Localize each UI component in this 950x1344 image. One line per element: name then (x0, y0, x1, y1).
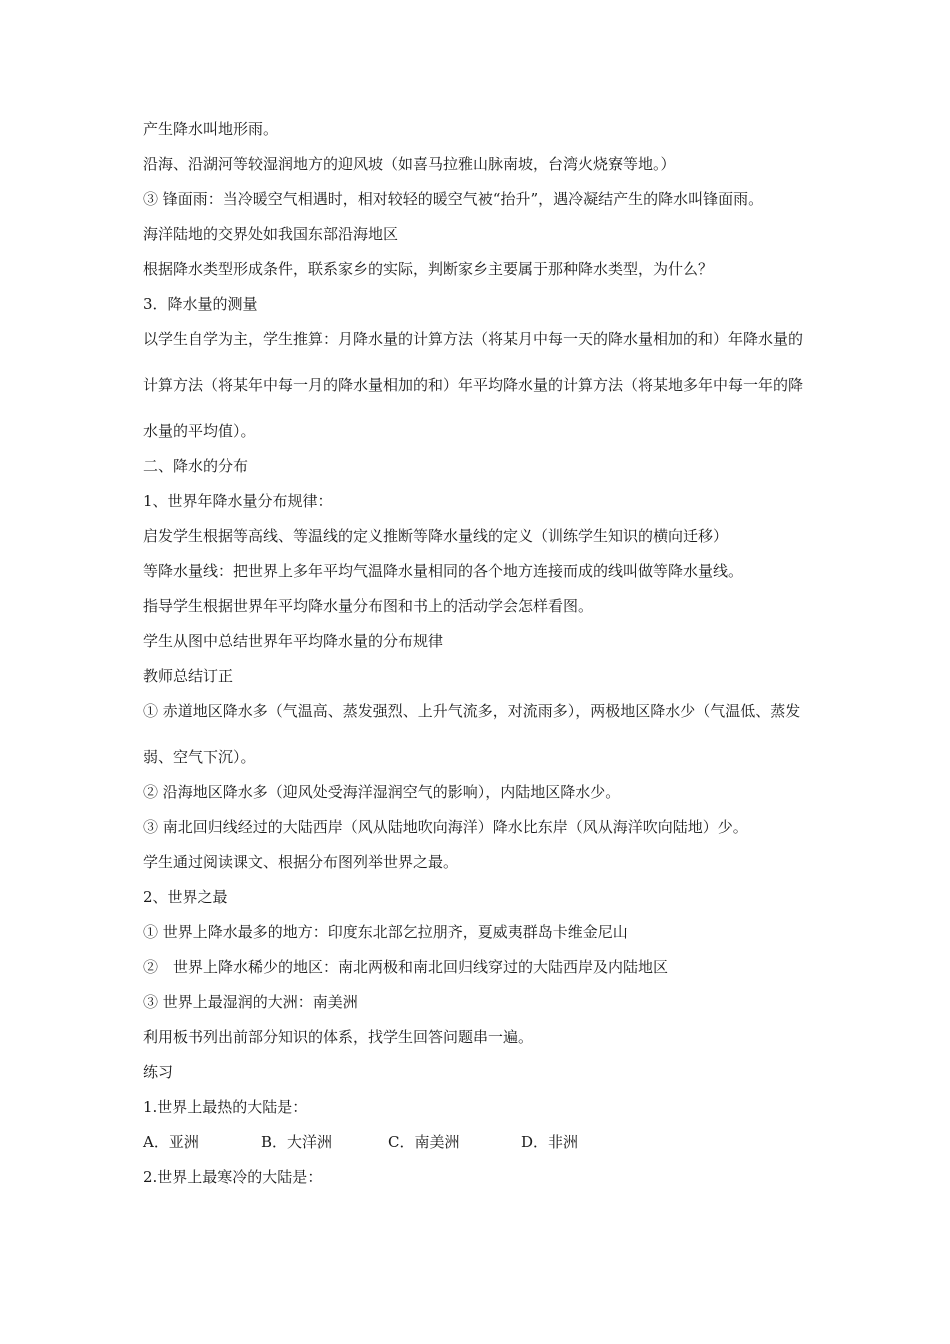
text-line-9: 水量的平均值）。 (143, 422, 256, 440)
option-d: D．非洲 (521, 1133, 579, 1151)
text-line-24: ② 世界上降水稀少的地区：南北两极和南北回归线穿过的大陆西岸及内陆地区 (143, 958, 669, 976)
subheading-world-records: 2、世界之最 (143, 888, 228, 906)
text-line-5: 根据降水类型形成条件，联系家乡的实际，判断家乡主要属于那种降水类型，为什么？ (143, 260, 714, 278)
subheading-world-pattern: 1、世界年降水量分布规律： (143, 492, 333, 510)
text-line-2: 沿海、沿湖河等较湿润地方的迎风坡（如喜马拉雅山脉南坡，台湾火烧寮等地。） (143, 155, 676, 173)
text-line-19: ② 沿海地区降水多（迎风处受海洋湿润空气的影响），内陆地区降水少。 (143, 783, 621, 801)
text-line-13: 等降水量线：把世界上多年平均气温降水量相同的各个地方连接而成的线叫做等降水量线。 (143, 562, 744, 580)
text-line-18: 弱、空气下沉）。 (143, 748, 256, 766)
question-2: 2.世界上最寒冷的大陆是： (143, 1168, 323, 1186)
text-line-14: 指导学生根据世界年平均降水量分布图和书上的活动学会怎样看图。 (143, 597, 594, 615)
exercise-heading: 练习 (143, 1063, 174, 1081)
section-heading-measurement: 3．降水量的测量 (143, 295, 258, 313)
section-heading-distribution: 二、降水的分布 (143, 457, 249, 475)
text-line-23: ① 世界上降水最多的地方：印度东北部乞拉朋齐，夏威夷群岛卡维金尼山 (143, 923, 628, 941)
text-line-7: 以学生自学为主，学生推算：月降水量的计算方法（将某月中每一天的降水量相加的和）年降水量的 (143, 330, 804, 348)
text-line-21: 学生通过阅读课文、根据分布图列举世界之最。 (143, 853, 459, 871)
text-line-17: ① 赤道地区降水多（气温高、蒸发强烈、上升气流多，对流雨多），两极地区降水少（气温低、蒸发 (143, 702, 801, 720)
option-b: B．大洋洲 (261, 1133, 333, 1151)
text-line-15: 学生从图中总结世界年平均降水量的分布规律 (143, 632, 444, 650)
question-1: 1.世界上最热的大陆是： (143, 1098, 308, 1116)
document-page (143, 118, 895, 1188)
text-line-1: 产生降水叫地形雨。 (143, 120, 279, 138)
text-line-26: 利用板书列出前部分知识的体系，找学生回答问题串一遍。 (143, 1028, 534, 1046)
text-line-3: ③ 锋面雨：当冷暖空气相遇时，相对较轻的暖空气被“抬升”，遇冷凝结产生的降水叫锋面雨。 (143, 190, 764, 208)
option-a: A．亚洲 (143, 1133, 199, 1151)
text-line-20: ③ 南北回归线经过的大陆西岸（风从陆地吹向海洋）降水比东岸（风从海洋吹向陆地）少。 (143, 818, 748, 836)
text-line-4: 海洋陆地的交界处如我国东部沿海地区 (143, 225, 399, 243)
text-line-16: 教师总结订正 (143, 667, 234, 685)
text-line-12: 启发学生根据等高线、等温线的定义推断等降水量线的定义（训练学生知识的横向迁移） (143, 527, 729, 545)
text-line-8: 计算方法（将某年中每一月的降水量相加的和）年平均降水量的计算方法（将某地多年中每一年的降 (143, 376, 804, 394)
text-line-25: ③ 世界上最湿润的大洲：南美洲 (143, 993, 358, 1011)
question-1-options (143, 1131, 895, 1153)
option-c: C．南美洲 (388, 1133, 460, 1151)
